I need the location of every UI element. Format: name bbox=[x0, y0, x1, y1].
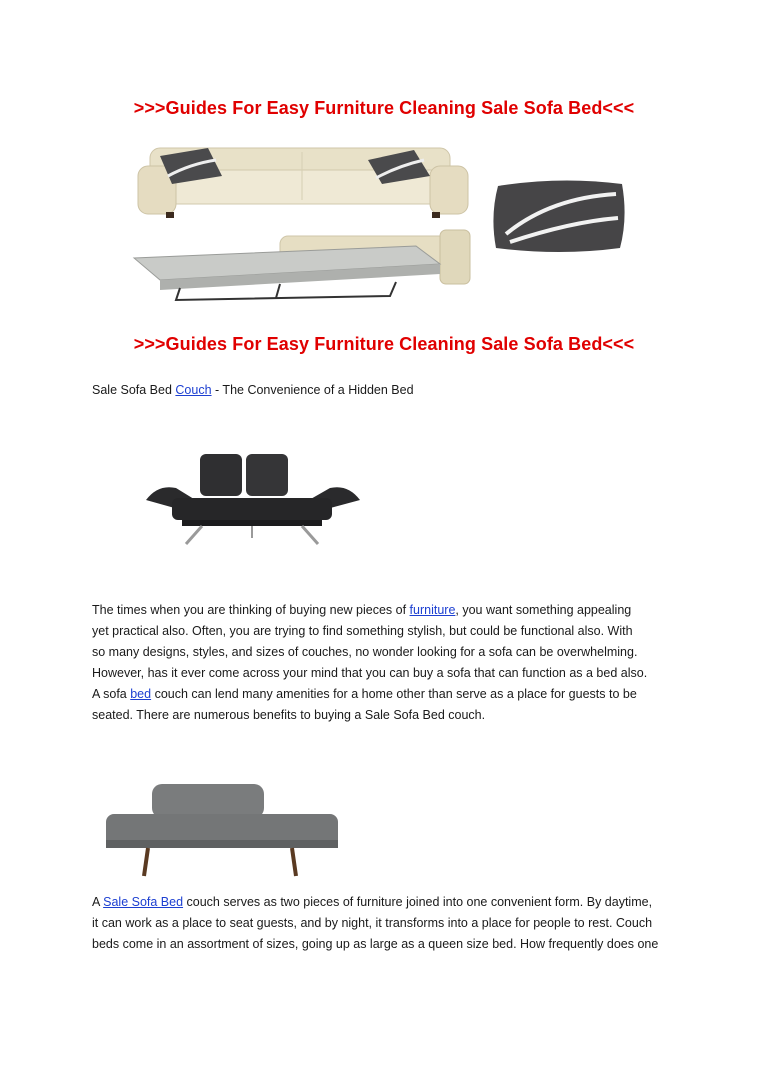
paragraph-1-line-2: yet practical also. Often, you are trying to find something stylish, but could be functional also. With bbox=[92, 623, 633, 638]
page-title-top[interactable]: >>>Guides For Easy Furniture Cleaning Sale Sofa Bed<<< bbox=[133, 98, 635, 118]
subtitle-text-after: - The Convenience of a Hidden Bed bbox=[211, 383, 414, 397]
paragraph-2-line-3: beds come in an assortment of sizes, going up as large as a queen size bed. How frequently does one bbox=[92, 936, 659, 951]
subtitle-text-before: Sale Sofa Bed bbox=[92, 383, 176, 397]
pillow bbox=[493, 180, 624, 252]
paragraph-2-line-1 bbox=[92, 892, 692, 913]
p1-l1-before: The times when you are thinking of buying new pieces of bbox=[92, 603, 410, 617]
grey-daybed-image bbox=[92, 728, 354, 893]
dark-leather-sofa-image bbox=[142, 448, 364, 548]
sale-sofa-bed-link[interactable]: Sale Sofa Bed bbox=[103, 895, 184, 909]
couch-link[interactable]: Couch bbox=[175, 383, 212, 397]
p2-l1-before: A bbox=[92, 895, 104, 909]
p1-l1-after: , you want something appealing bbox=[455, 603, 632, 617]
p1-l5-before: A sofa bbox=[92, 686, 131, 701]
paragraph-1 bbox=[92, 600, 692, 725]
p1-l5-after: couch can lend many amenities for a home other than serve as a place for guests to be bbox=[151, 686, 637, 701]
bed-link[interactable]: bed bbox=[130, 686, 152, 701]
p2-l1-after: couch serves as two pieces of furniture joined into one convenient form. By daytime, bbox=[183, 895, 653, 909]
subtitle bbox=[92, 383, 414, 397]
furniture-link[interactable]: furniture bbox=[409, 603, 456, 617]
paragraph-2-line-2: it can work as a place to seat guests, and by night, it transforms into a place for people to rest. Couch bbox=[92, 915, 653, 930]
sofa-bed-open bbox=[134, 230, 470, 300]
paragraph-1-line-4: However, has it ever come across your mind that you can buy a sofa that can function as a bed also. bbox=[92, 665, 648, 680]
cream-sofa bbox=[138, 148, 468, 218]
paragraph-1-line-3: so many designs, styles, and sizes of couches, no wonder looking for a sofa can be overwhelming. bbox=[92, 644, 638, 659]
paragraph-1-line-1 bbox=[92, 600, 692, 621]
page-title-bottom[interactable]: >>>Guides For Easy Furniture Cleaning Sale Sofa Bed<<< bbox=[133, 334, 635, 354]
paragraph-2 bbox=[92, 892, 692, 955]
paragraph-1-line-6: seated. There are numerous benefits to buying a Sale Sofa Bed couch. bbox=[92, 707, 486, 722]
paragraph-1-line-5 bbox=[92, 684, 692, 705]
cream-sofa-bed-image bbox=[130, 138, 640, 308]
